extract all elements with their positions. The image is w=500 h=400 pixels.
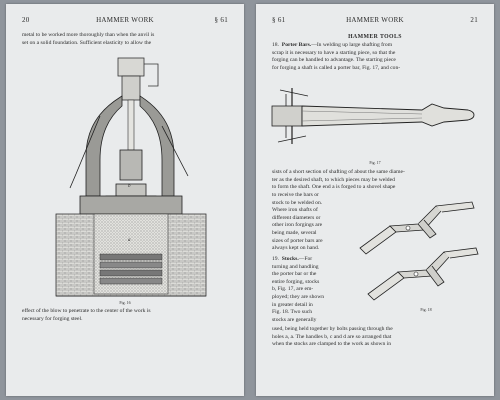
running-head <box>256 16 494 26</box>
bottom-text <box>272 326 478 349</box>
text-line: sizes of porter bars are <box>272 237 323 244</box>
figure-label-b: b <box>128 184 131 189</box>
text-line: Fig. 18. Two such <box>272 309 313 316</box>
text-line: used, being held together by bolts passing through the <box>272 326 393 332</box>
text-line: ter as the desired shaft, to which pieces may be welded <box>272 176 395 183</box>
section-title: HAMMER TOOLS <box>348 34 402 40</box>
running-head <box>6 16 244 26</box>
text-line: —In welding up large shafting from <box>311 42 393 48</box>
top-text <box>22 32 228 47</box>
wrap-text <box>272 192 350 253</box>
text-line: stock to be welded on. <box>272 199 323 206</box>
text-line: forging can be handled to advantage. The starting piece <box>272 57 396 64</box>
left-page <box>6 4 244 396</box>
text-line: metal to be worked more thoroughly than when the anvil is <box>22 32 155 38</box>
text-line: effect of the blow to penetrate to the center of the work is <box>22 308 151 314</box>
figure-caption: Fig. 17 <box>369 160 381 165</box>
text-line: scrap it is necessary to have a starting piece, so that the <box>272 49 396 56</box>
running-head-title: HAMMER WORK <box>346 16 404 24</box>
text-line: set on a solid foundation. Sufficient elasticity to allow the <box>22 39 152 46</box>
stocks-illustration <box>356 198 480 308</box>
text-line: being made, several <box>272 229 317 236</box>
steam-hammer-illustration <box>56 56 206 301</box>
figure-caption: Fig. 18 <box>420 307 432 312</box>
text-line: always kept on hand. <box>272 245 320 252</box>
right-page <box>256 4 494 396</box>
text-line: —For <box>298 256 313 262</box>
text-line: entire forging, stocks <box>272 278 320 285</box>
text-line: to receive the bars or <box>272 192 319 198</box>
paragraph-number: 19. <box>272 256 279 262</box>
section-mark: § 61 <box>214 16 228 24</box>
text-line: the porter bar or the <box>272 271 317 278</box>
text-line: to form the shaft. One end a is forged to a shovel shape <box>272 184 396 191</box>
porter-bar-illustration <box>272 76 478 156</box>
running-head-title: HAMMER WORK <box>96 16 154 24</box>
text-line: for forging a shaft is called a porter bar, Fig. 17, and con- <box>272 64 401 71</box>
paragraph-number: 18. <box>272 42 279 48</box>
text-line: sists of a short section of shafting of about the same diame- <box>272 169 405 175</box>
text-line: holes a, a. The handles b, c and d are so arranged that <box>272 333 392 340</box>
bottom-text <box>22 308 228 323</box>
text-line: b, Fig. 17, are em- <box>272 286 314 293</box>
paragraph-18 <box>272 42 478 72</box>
text-line: in greater detail in <box>272 301 313 308</box>
text-line: Where iron shafts of <box>272 207 318 214</box>
figure-label-a: a <box>128 238 131 243</box>
text-line: different diameters or <box>272 214 321 221</box>
section-mark: § 61 <box>272 16 286 24</box>
figure-caption: Fig. 16 <box>119 300 131 305</box>
text-line: ployed; they are shown <box>272 293 325 300</box>
paragraph-19 <box>272 256 350 324</box>
page-number: 20 <box>22 16 30 24</box>
text-line: necessary for forging steel. <box>22 315 83 322</box>
mid-text <box>272 169 478 192</box>
paragraph-heading: Stocks. <box>281 256 299 262</box>
paragraph-heading: Porter Bars. <box>281 42 312 48</box>
page-number: 21 <box>470 16 478 24</box>
text-line: when the stocks are clamped to the work as shown in <box>272 341 391 348</box>
text-line: turning and handling <box>272 263 319 270</box>
text-line: stocks are generally <box>272 316 317 323</box>
text-line: other iron forgings are <box>272 222 323 229</box>
